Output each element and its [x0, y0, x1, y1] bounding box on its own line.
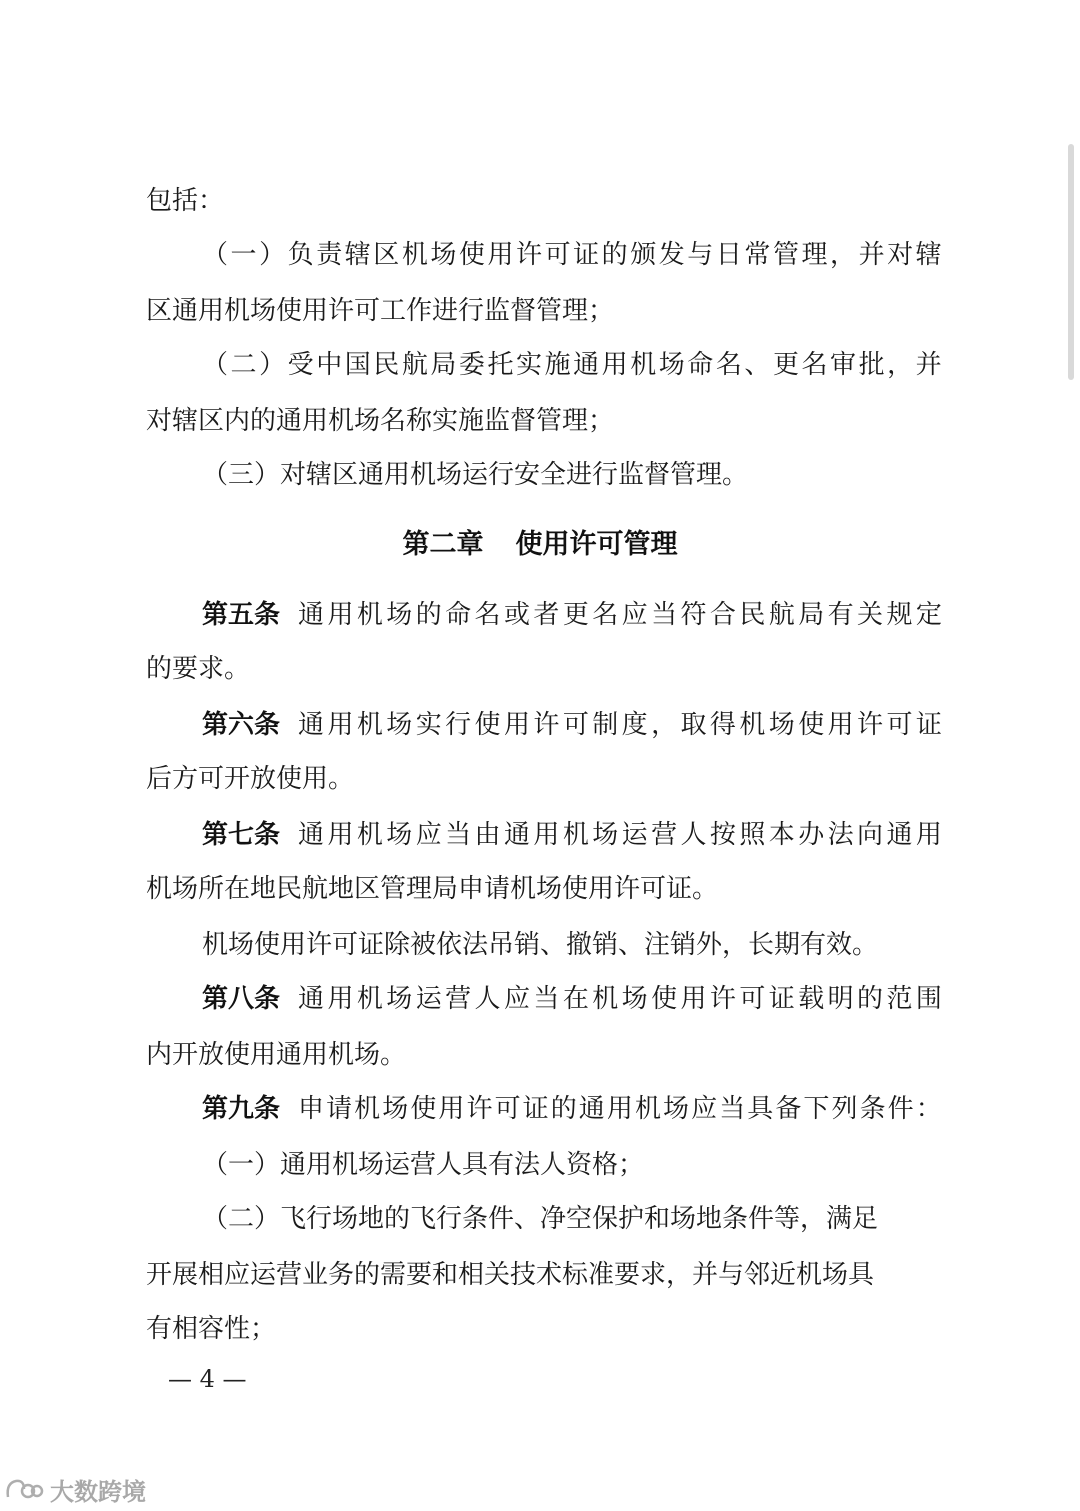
article-label: 第五条: [202, 600, 281, 630]
article-text: 通 用 机 场 实 行 使 用 许 可 制 度 ， 取 得 机 场 使 用 许 可 证: [298, 710, 942, 740]
article-8: [202, 982, 942, 1016]
text-line: 机场所在地民航地区管理局申请机场使用许可证。: [146, 874, 719, 904]
chapter-number: 第二章: [402, 529, 484, 560]
text-line: （三）对辖区通用机场运行安全进行监督管理。: [202, 460, 749, 490]
article-label: 第七条: [202, 820, 281, 850]
article-label: 第六条: [202, 710, 281, 740]
chapter-title: 使用许可管理: [515, 529, 678, 560]
text-line: 后方可开放使用。: [146, 764, 355, 794]
article-label: 第九条: [202, 1094, 281, 1124]
watermark-text: 大数跨境: [50, 1479, 146, 1506]
article-6: [202, 708, 942, 742]
text-line: 内开放使用通用机场。: [146, 1040, 407, 1070]
page-number: — 4 —: [168, 1365, 247, 1393]
text-line: 有相容性；: [146, 1314, 277, 1344]
text-line: （ 一 ） 负 责 辖 区 机 场 使 用 许 可 证 的 颁 发 与 日 常 管 理 ， 并 对 辖: [202, 240, 942, 270]
watermark: [4, 1472, 146, 1507]
text-line: （一）通用机场运营人具有法人资格；: [202, 1150, 645, 1180]
article-9: [202, 1092, 942, 1126]
article-5: [202, 598, 942, 632]
text-line: （ 二 ） 受 中 国 民 航 局 委 托 实 施 通 用 机 场 命 名 、 更 名 审 批 ， 并: [202, 350, 942, 380]
text-line: 开展相应运营业务的需要和相关技术标准要求，并与邻近机场具: [146, 1260, 875, 1290]
article-text: 通 用 机 场 运 营 人 应 当 在 机 场 使 用 许 可 证 载 明 的 范 围: [298, 984, 942, 1014]
text-line: 区通用机场使用许可工作进行监督管理；: [146, 296, 615, 326]
scrollbar[interactable]: [1068, 144, 1074, 380]
article-7: [202, 818, 942, 852]
text-line: 机场使用许可证除被依法吊销、撤销、注销外，长期有效。: [202, 930, 879, 960]
text-line: （二）飞行场地的飞行条件、净空保护和场地条件等，满足: [202, 1204, 879, 1234]
article-text: 通 用 机 场 的 命 名 或 者 更 名 应 当 符 合 民 航 局 有 关 规 定: [298, 600, 942, 630]
text-line: 的要求。: [146, 654, 251, 684]
article-text: 通 用 机 场 应 当 由 通 用 机 场 运 营 人 按 照 本 办 法 向 通 用: [298, 820, 942, 850]
article-text: 申 请 机 场 使 用 许 可 证 的 通 用 机 场 应 当 具 备 下 列 条 件 ：: [298, 1094, 942, 1124]
text-line: 对辖区内的通用机场名称实施监督管理；: [146, 406, 615, 436]
watermark-logo-icon: [4, 1477, 44, 1503]
chapter-heading: [0, 528, 1080, 562]
article-label: 第八条: [202, 984, 281, 1014]
text-line: 包括：: [146, 186, 225, 216]
